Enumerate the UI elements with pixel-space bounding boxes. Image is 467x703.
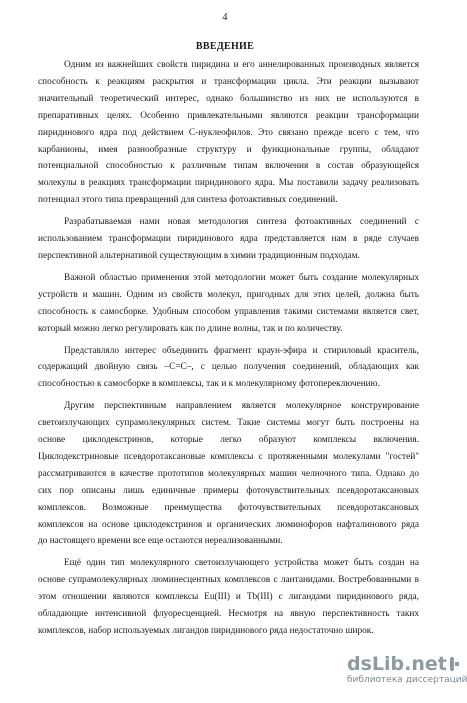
- text-line: перспективной альтернативой существующим в химии традиционным подходам.: [38, 250, 360, 261]
- text-line: обладающие интенсивной флуоресценцией. Несмотря на явную перспективность таких: [38, 609, 419, 620]
- watermark-subtitle: библиотека диссертаций: [347, 675, 467, 685]
- text-line: Другим перспективным направлением является молекулярное конструирование: [64, 401, 419, 412]
- paragraph: [38, 555, 419, 640]
- paragraph: [38, 398, 419, 550]
- text-line: пиридинового ядра под действием С-нуклеофилов. Это связано прежде всего с тем, что: [38, 127, 419, 138]
- paragraph: [38, 57, 419, 209]
- watermark: [347, 653, 467, 685]
- paragraph: [38, 343, 419, 394]
- text-line: этом отношении являются комплексы Eu(III) и Tb(III) с лигандами пиридинового ряда,: [38, 592, 419, 603]
- text-line: Одним из важнейших свойств пиридина и его аннелированных производных является: [64, 60, 419, 70]
- text-line: который можно легко регулировать как по длине волны, так и по количеству.: [38, 323, 343, 334]
- watermark-logo: [347, 654, 447, 674]
- page-number: 4: [222, 12, 228, 23]
- text-line: использованием трансформации пиридинового ядра представляется нам в ряде случаев: [38, 234, 419, 245]
- library-icon: [450, 657, 454, 671]
- text-line: содержащий двойную связь –С=С–, с целью получения соединений, обладающих как: [38, 362, 419, 373]
- text-line: рассматриваются в качестве прототипов молекулярных машин челночного типа. Однако до: [38, 468, 419, 479]
- text-line: способность к самосборке. Удобным способом управления такими системами является свет,: [38, 306, 419, 317]
- text-line: Разрабатываемая нами новая методология синтеза фотоактивных соединений с: [64, 217, 419, 228]
- text-line: препаративных целях. Особенно привлекательными являются реакции трансформации: [38, 110, 419, 121]
- watermark-title: dsLib.net: [347, 653, 447, 675]
- text-line: значительный теоретический интерес, однако большинство из них не используются в: [38, 93, 419, 104]
- text-line: карбанионы, имея разнообразные структуру и функциональные группы, обладают: [38, 144, 419, 155]
- text-line: сих пор описаны лишь единичные примеры фоточувствительных псевдоротаксановых: [38, 485, 419, 496]
- text-line: комплексов, набор используемых лигандов пиридинового ряда недостаточно широк.: [38, 626, 374, 636]
- text-line: потенциальной способностью к различным типам включения в состав образующейся: [38, 161, 419, 172]
- text-line: основе супрамолекулярных люминесцентных комплексов с лантанидами. Востребованными в: [38, 575, 419, 586]
- paragraph: [38, 270, 419, 338]
- document-body: [38, 57, 419, 640]
- text-line: светоизлучающих супрамолекулярных систем. Такие системы могут быть построены на: [38, 418, 419, 429]
- text-line: основе циклодекстринов, которые легко образуют комплексы включения.: [38, 435, 419, 446]
- text-line: способность к реакциям раскрытия и трансформации цикла. Эти реакции вызывают: [38, 76, 419, 87]
- text-line: Представляло интерес объединить фрагмент краун-эфира и стириловый краситель,: [64, 345, 419, 356]
- text-line: устройств и машин. Одним из свойств молекул, пригодных для этих целей, должна быть: [38, 289, 419, 300]
- text-line: способностью к самосборке в комплексы, так и к молекулярному фотопереключению.: [38, 379, 380, 390]
- text-line: до настоящего времени все еще остаются нереализованными.: [38, 536, 283, 547]
- text-line: потенциал этого типа превращений для синтеза фотоактивных соединений.: [38, 195, 338, 206]
- text-line: комплексов на основе циклодекстринов и органических люминофоров нафталинового ряда: [38, 519, 419, 530]
- text-line: Циклодекстриновые псевдоротаксановые комплексы с протяженными молекулами "гостей": [38, 451, 419, 462]
- text-line: молекулы в реакциях трансформации пиридинового ядра. Мы поставили задачу реализовать: [38, 178, 419, 189]
- text-line: Важной областью применения этой методологии может быть создание молекулярных: [64, 272, 419, 283]
- page-title: ВВЕДЕНИЕ: [195, 41, 255, 52]
- text-line: Ещё один тип молекулярного светоизлучающего устройства может быть создан на: [64, 558, 419, 569]
- text-line: комплексов. Возможные преимущества фоточувствительных псевдоротаксановых: [38, 502, 419, 513]
- paragraph: [38, 214, 419, 265]
